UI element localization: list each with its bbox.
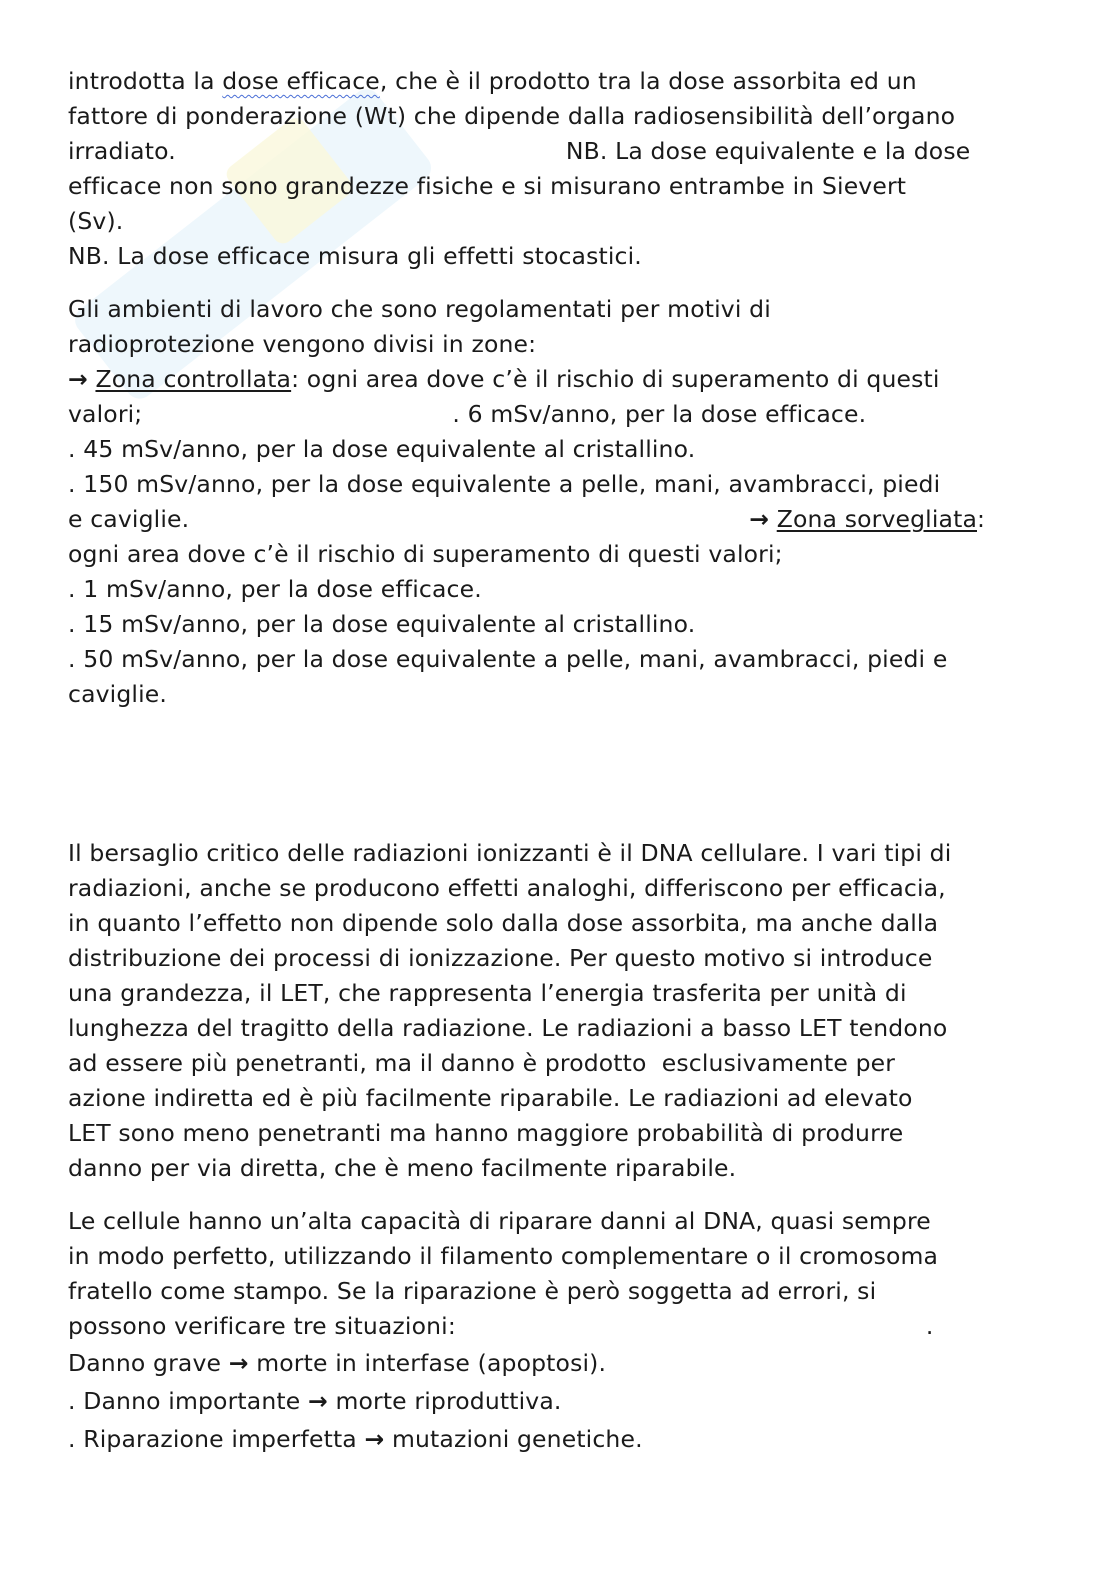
text-line: [68, 362, 1048, 397]
text-line: azione indiretta ed è più facilmente riparabile. Le radiazioni ad elevato: [68, 1084, 913, 1112]
text-line: ad essere più penetranti, ma il danno è prodotto esclusivamente per: [68, 1049, 896, 1077]
text-line: ogni area dove c’è il rischio di superamento di questi valori;: [68, 540, 783, 568]
text-line: LET sono meno penetranti ma hanno maggiore probabilità di produrre: [68, 1119, 904, 1147]
text-line: radioprotezione vengono divisi in zone:: [68, 330, 537, 358]
text-fragment: . Danno importante: [68, 1387, 301, 1415]
text-line: [68, 502, 1048, 537]
text-fragment: irradiato.: [68, 137, 176, 165]
text-line: . 50 mSv/anno, per la dose equivalente a pelle, mani, avambracci, piedi e: [68, 645, 948, 673]
text-line: . 1 mSv/anno, per la dose efficace.: [68, 575, 482, 603]
text-line: [68, 397, 1048, 432]
zona-controllata-label: Zona controllata: [95, 365, 292, 393]
document-page: [68, 64, 1048, 1458]
text-line: radiazioni, anche se producono effetti analoghi, differiscono per efficacia,: [68, 874, 946, 902]
arrow-right-icon: →: [228, 1349, 249, 1377]
arrow-right-icon: →: [68, 365, 88, 393]
text-line: [68, 64, 1048, 99]
text-line: [68, 1309, 1048, 1344]
text-line: distribuzione dei processi di ionizzazione. Per questo motivo si introduce: [68, 944, 933, 972]
text-line: NB. La dose efficace misura gli effetti stocastici.: [68, 242, 642, 270]
text-line: in modo perfetto, utilizzando il filamento complementare o il cromosoma: [68, 1242, 939, 1270]
text-fragment: : ogni area dove c’è il rischio di superamento di questi: [291, 365, 940, 393]
text-fragment: NB. La dose equivalente e la dose: [565, 137, 971, 165]
arrow-right-icon: →: [749, 505, 770, 533]
text-line: (Sv).: [68, 207, 124, 235]
text-line: danno per via diretta, che è meno facilmente riparabile.: [68, 1154, 737, 1182]
text-line: lunghezza del tragitto della radiazione. Le radiazioni a basso LET tendono: [68, 1014, 948, 1042]
text-line: [68, 1382, 1048, 1420]
text-line: . 15 mSv/anno, per la dose equivalente al cristallino.: [68, 610, 696, 638]
text-line: Gli ambienti di lavoro che sono regolamentati per motivi di: [68, 295, 771, 323]
text-line: Il bersaglio critico delle radiazioni ionizzanti è il DNA cellulare. I vari tipi di: [68, 839, 952, 867]
section-dose-efficace: [68, 64, 1048, 274]
text-line: in quanto l’effetto non dipende solo dalla dose assorbita, ma anche dalla: [68, 909, 939, 937]
section-zone: [68, 292, 1048, 712]
text-fragment: :: [977, 505, 986, 533]
text-fragment: introdotta la: [68, 67, 223, 95]
text-fragment: .: [925, 1312, 934, 1340]
text-line: efficace non sono grandezze fisiche e si misurano entrambe in Sievert: [68, 172, 907, 200]
text-fragment: morte in interfase (apoptosi).: [256, 1349, 607, 1377]
section-riparazione: [68, 1204, 1048, 1458]
text-fragment: Danno grave: [68, 1349, 222, 1377]
text-fragment: . 6 mSv/anno, per la dose efficace.: [452, 400, 867, 428]
text-fragment: , che è il prodotto tra la dose assorbita ed un: [379, 67, 917, 95]
text-line: [68, 1420, 1048, 1458]
arrow-right-icon: →: [364, 1425, 385, 1453]
zona-sorvegliata-label: Zona sorvegliata: [776, 505, 977, 533]
text-line: una grandezza, il LET, che rappresenta l’energia trasferita per unità di: [68, 979, 907, 1007]
spellcheck-underlined-term: dose efficace: [222, 67, 380, 95]
text-fragment: e caviglie.: [68, 505, 190, 533]
text-line: Le cellule hanno un’alta capacità di riparare danni al DNA, quasi sempre: [68, 1207, 931, 1235]
text-line: fattore di ponderazione (Wt) che dipende dalla radiosensibilità dell’organo: [68, 102, 956, 130]
text-line: . 45 mSv/anno, per la dose equivalente al cristallino.: [68, 435, 696, 463]
text-line: [68, 1344, 1048, 1382]
section-let: [68, 836, 1048, 1186]
text-line: caviglie.: [68, 680, 168, 708]
text-fragment: valori;: [68, 400, 143, 428]
text-fragment: mutazioni genetiche.: [391, 1425, 643, 1453]
text-line: [68, 134, 1048, 169]
arrow-right-icon: →: [307, 1387, 328, 1415]
text-fragment: morte riproduttiva.: [335, 1387, 562, 1415]
text-line: fratello come stampo. Se la riparazione è però soggetta ad errori, si: [68, 1277, 877, 1305]
text-fragment: . Riparazione imperfetta: [68, 1425, 357, 1453]
text-fragment: possono verificare tre situazioni:: [68, 1312, 456, 1340]
text-line: . 150 mSv/anno, per la dose equivalente a pelle, mani, avambracci, piedi: [68, 470, 941, 498]
